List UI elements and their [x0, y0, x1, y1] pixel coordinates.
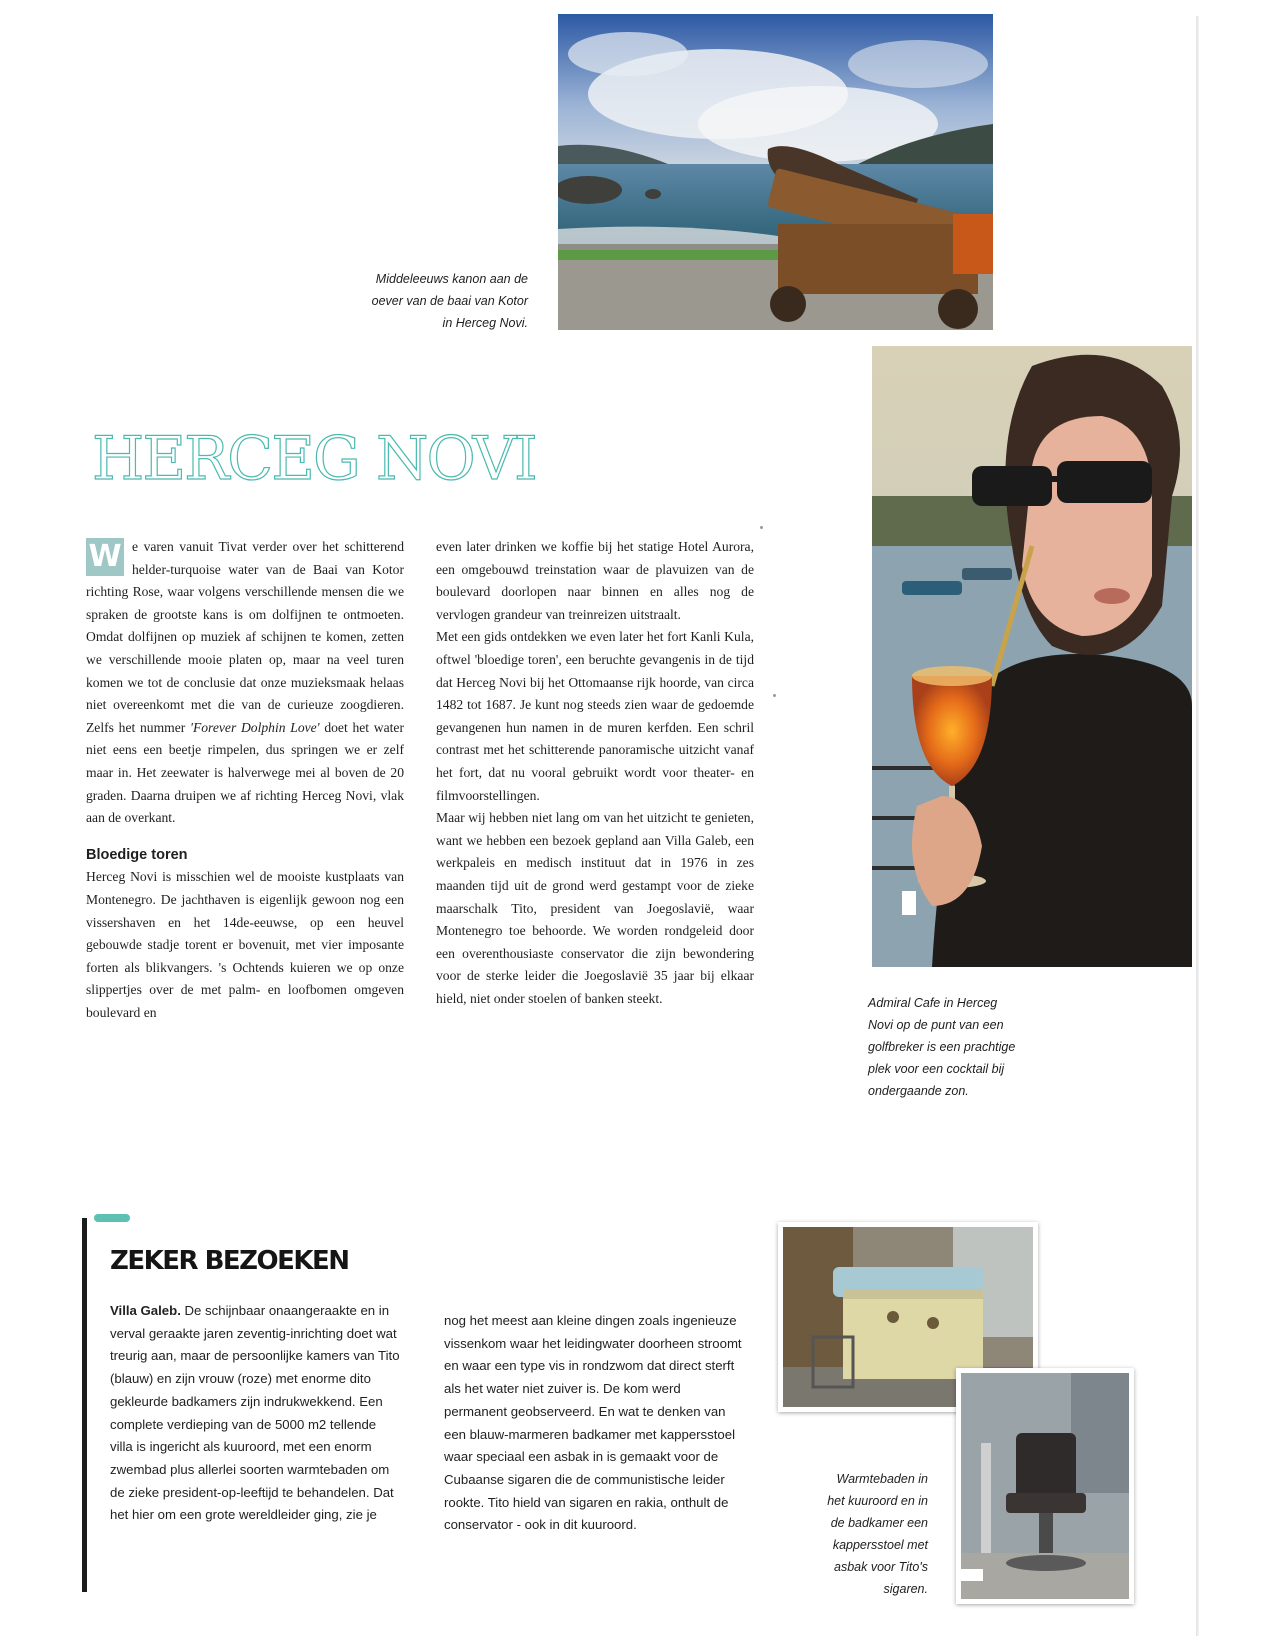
paragraph: even later drinken we koffie bij het statige Hotel Aurora, een omgebouwd treinstation waar de plavuizen van de boulevard doorlopen naar binnen en alles nog de vervlogen grandeur van treinreizen uitstraalt.	[436, 539, 754, 622]
photo-cannon	[558, 14, 993, 330]
paragraph: Herceg Novi is misschien wel de mooiste kustplaats van Montenegro. De jachthaven is eigenlijk gewoon nog een vissershaven en het 14de-eeuwse, op een heuvel gebouwde stadje torent er bovenuit, met vier imposante forten als blikvangers. 's Ochtends kuieren we op onze slippertjes over de met palm- en loofbomen omgeven boulevard en	[86, 869, 404, 1020]
photo-chair	[956, 1368, 1134, 1604]
box-accent-bar	[94, 1214, 130, 1222]
paragraph: Maar wij hebben niet lang om van het uitzicht te genieten, want we hebben een bezoek gepland aan Villa Galeb, een werkpaleis en medisch instituut dat in 1976 in zes maanden tijd uit de grond werd gestampt voor de zieke maarschalk Tito, president van Joegoslavië, waar Montenegro toe behoorde. We worden rondgeleid door een overenthousiaste conservator die zijn bewondering voor de sterke leider die Joegoslavië 35 jaar bij elkaar hield, niet onder stoelen of banken steekt.	[436, 810, 754, 1006]
subheading: Bloedige toren	[86, 846, 188, 863]
dropcap: W	[86, 538, 124, 576]
article-column-1	[86, 536, 404, 1024]
scan-speck	[760, 526, 763, 529]
caption-cannon: Middeleeuws kanon aan de oever van de baai van Kotor in Herceg Novi.	[371, 272, 528, 330]
box-lead: Villa Galeb.	[110, 1303, 181, 1318]
article-column-2	[436, 536, 754, 1010]
intro-paragraph: W e varen vanuit Tivat verder over het schitterend helder-turquoise water van de Baai van Kotor richting Rose, waar volgens verschillende mensen die we spraken de grootste kans is om dolfijnen te ontmoeten. Omdat dolfijnen op muziek af schijnen te komen, zetten we verschillende mooie platen op, maar na veel turen komen we tot de conclusie dat onze muzieksmaak helaas niet overeenkomt met die van de curieuze zoogdieren. Zelfs het nummer 'Forever Dolphin Love' doet het water niet eens een beetje rimpelen, dus springen we er zelf maar in. Het zeewater is halverwege mei al boven de 20 graden. Daarna druipen we af richting Herceg Novi, vlak aan de overkant.	[86, 539, 404, 826]
box-side-bar	[82, 1218, 87, 1592]
paragraph: Met een gids ontdekken we even later het fort Kanli Kula, oftwel 'bloedige toren', een beruchte gevangenis in de tijd dat Herceg Novi bij het Ottomaanse rijk hoorde, van circa 1482 tot 1687. Je kunt nog steeds zien waar de gedoemde gevangenen hun namen in de muren kerfden. Een schril contrast met het schitterende panoramische uitzicht vanaf het fort, dat nu vooral gebruikt wordt voor theater- en filmvoorstellingen.	[436, 629, 754, 803]
photo-cocktail	[872, 346, 1192, 967]
article-title: HERCEG NOVI	[92, 424, 536, 494]
song-title: 'Forever Dolphin Love'	[190, 719, 320, 735]
caption-cocktail: Admiral Cafe in Herceg Novi op de punt van een golfbreker is een prachtige plek voor een cocktail bij ondergaande zon.	[868, 996, 1016, 1098]
caption-bath: Warmtebaden in het kuuroord en in de badkamer een kappersstoel met asbak voor Tito's sigaren.	[827, 1472, 928, 1596]
page-edge	[1196, 16, 1199, 1636]
box-column-2: nog het meest aan kleine dingen zoals ingenieuze vissenkom waar het leidingwater doorheen stroomt en waar een type vis in rondzwom dat direct sterft als het water niet zuiver is. De kom werd permanent geobserveerd. En wat te denken van een blauw-marmeren badkamer met kappersstoel waar speciaal een asbak in is gemaakt voor de Cubaanse sigaren die de communistische leider rookte. Tito hield van sigaren en rakia, onthult de conservator - ook in dit kuuroord.	[444, 1313, 742, 1533]
box-title: ZEKER BEZOEKEN	[110, 1246, 349, 1276]
scan-speck	[773, 694, 776, 697]
box-column-1: Villa Galeb. De schijnbaar onaangeraakte en in verval geraakte jaren zeventig-inrichting doet wat treurig aan, maar de persoonlijke kamers van Tito (blauw) en zijn vrouw (roze) met enorme dito gekleurde badkamers zijn indrukwekkend. Een complete verdieping van de 5000 m2 tellende villa is ingericht als kuuroord, met een enorm zwembad plus allerlei soorten warmtebaden om de zieke president-op-leeftijd te behandelen. Dat het hier om een grote wereldleider ging, zie je	[110, 1303, 400, 1523]
